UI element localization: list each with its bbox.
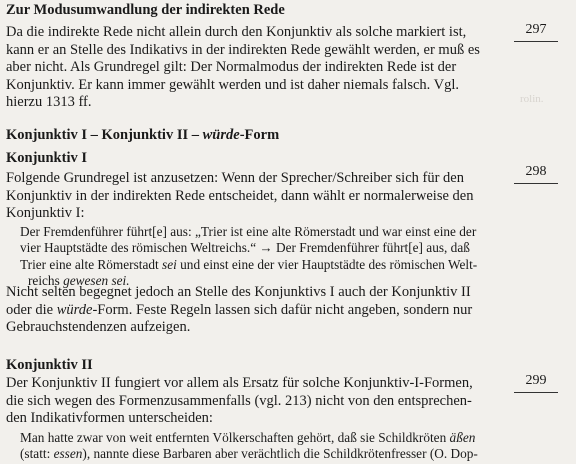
bleed-through-text: rolin. [520, 93, 544, 105]
paragraph-number-rule [514, 392, 558, 393]
text-line: kann er an Stelle des Indikativs in der indirekten Rede gewählt werden, er muß es [6, 41, 480, 58]
example-line: Der Fremdenführer führt[e] aus: „Trier ist eine alte Römerstadt und war einst eine der [20, 224, 477, 239]
example-line: vier Hauptstädte des römischen Weltreichs.“ → Der Fremdenführer führt[e] aus, daß [20, 240, 470, 256]
text-line: oder die würde-Form. Feste Regeln lassen sich dafür nicht angeben, sondern nur [6, 301, 473, 318]
paragraph-number [514, 22, 558, 38]
paragraph-number-text: 298 [525, 164, 547, 179]
heading-text: -Form [239, 127, 280, 143]
paragraph-number-rule [514, 41, 558, 42]
subheading: Konjunktiv I [6, 150, 87, 166]
heading-italic: würde [202, 127, 240, 143]
text-line: Nicht selten begegnet jedoch an Stelle des Konjunktivs I auch der Konjunktiv II [6, 284, 471, 300]
example-line: Trier eine alte Römerstadt sei und einst eine der vier Hauptstädte des römischen Welt- [20, 256, 478, 272]
text-line: Da die indirekte Rede nicht allein durch den Konjunktiv als solche markiert ist, [6, 24, 467, 40]
text-line: aber nicht. Als Grundregel gilt: Der Normalmodus der indirekten Rede ist der [6, 59, 457, 76]
example-block [20, 224, 500, 289]
text-line: Gebrauchstendenzen aufzeigen. [6, 319, 191, 336]
paragraph-number [514, 164, 558, 180]
example-line: (statt: essen), nannte diese Barbaren aber verächtlich die Schildkrötenfresser (O. Dop- [20, 446, 478, 462]
paragraph-body [6, 375, 500, 428]
paragraph-body [6, 170, 500, 223]
section-heading [6, 127, 279, 144]
text-line: Folgende Grundregel ist anzusetzen: Wenn der Sprecher/Schreiber sich für den [6, 170, 464, 186]
text-line: die sich wegen des Formenzusammenfalls (vgl. 213) nicht von den entsprechen- [6, 392, 472, 409]
paragraph-number-text: 297 [525, 22, 547, 37]
text-line: Der Konjunktiv II fungiert vor allem als Ersatz für solche Konjunktiv-I-Formen, [6, 375, 473, 391]
paragraph-number-text: 299 [525, 373, 547, 388]
section-heading: Zur Modusumwandlung der indirekten Rede [6, 2, 285, 18]
paragraph-number [514, 373, 558, 389]
text-line: Konjunktiv. Er kann immer gewählt werden und ist daher niemals falsch. Vgl. [6, 76, 460, 93]
paragraph-body [6, 24, 500, 112]
heading-text: Konjunktiv I – Konjunktiv II – [6, 127, 203, 143]
text-line: Konjunktiv I: [6, 205, 85, 222]
paragraph-number-rule [514, 183, 558, 184]
text-line: hierzu 1313 ff. [6, 94, 92, 111]
subheading: Konjunktiv II [6, 357, 93, 373]
example-line: Man hatte zwar von weit entfernten Völkerschaften gehört, daß sie Schildkröten äßen [20, 430, 476, 445]
paragraph-body [6, 284, 500, 337]
text-line: den Indikativformen unterscheiden: [6, 410, 213, 427]
example-block [20, 430, 500, 463]
example-line: reichs gewesen sei. [28, 272, 130, 288]
text-line: Konjunktiv in der indirekten Rede entscheidet, dann wählt er normalerweise den [6, 187, 474, 204]
